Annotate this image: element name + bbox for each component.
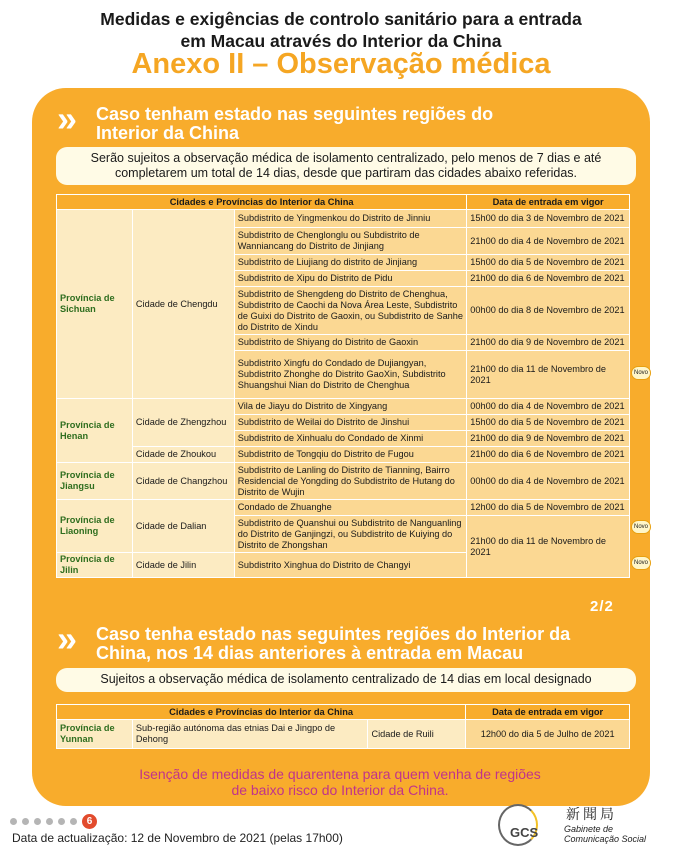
page-dot[interactable] <box>46 818 53 825</box>
date-cell: 21h00 do dia 11 de Novembro de 2021 Novo Novo <box>467 516 630 578</box>
section1-notice: Serão sujeitos a observação médica de isolamento centralizado, pelo menos de 7 dias e até completarem um total de 14 dias, desde que partiram das cidades abaixo referidas. <box>56 147 636 185</box>
district-cell: Vila de Jiayu do Distrito de Xingyang <box>234 399 467 415</box>
page-dot[interactable] <box>70 818 77 825</box>
page-title: Medidas e exigências de controlo sanitário para a entrada em Macau através do Interior da China <box>100 9 582 51</box>
page-dot-active[interactable]: 6 <box>82 814 97 829</box>
annex-title: Anexo II – Observação médica <box>131 48 551 80</box>
section1-table <box>56 194 648 578</box>
section2-notice: Sujeitos a observação médica de isolamento centralizado de 14 dias em local designado <box>56 668 636 692</box>
date-cell: 15h00 do dia 3 de Novembro de 2021 <box>467 210 630 228</box>
province-cell: Província de Jiangsu <box>57 463 133 500</box>
city-cell: Cidade de Jilin <box>132 553 234 578</box>
logo-abbr: GCS <box>510 825 539 840</box>
date-cell: 21h00 do dia 11 de Novembro de 2021 Novo <box>467 351 630 399</box>
date-cell: 15h00 do dia 5 de Novembro de 2021 <box>467 255 630 271</box>
province-cell: Província de Jilin <box>57 553 133 578</box>
date-cell: 21h00 do dia 9 de Novembro de 2021 <box>467 431 630 447</box>
district-cell: Subdistrito Xingfu do Condado de Dujiangyan, Subdistrito Zhonghe do Distrito GaoXin, Subdistrito Shuangshui Nian do Distrito de Chenghua <box>234 351 467 399</box>
col-header-date: Data de entrada em vigor <box>466 705 630 720</box>
page-dot[interactable] <box>34 818 41 825</box>
district-cell: Subdistrito de Liujiang do distrito de Jinjiang <box>234 255 467 271</box>
date-cell: 21h00 do dia 4 de Novembro de 2021 <box>467 228 630 255</box>
district-cell: Subdistrito Xinghua do Distrito de Changyi <box>234 553 467 578</box>
district-cell: Subdistrito de Quanshui ou Subdistrito de Nanguanling do Distrito de Ganjingzi, ou Subdistrito de Kuiying do Distrito de Zhongshan <box>234 516 467 553</box>
col-header-date: Data de entrada em vigor <box>467 195 630 210</box>
date-cell: 15h00 do dia 5 de Novembro de 2021 <box>467 415 630 431</box>
district-cell: Condado de Zhuanghe <box>234 500 467 516</box>
city-cell: Cidade de Zhoukou <box>132 447 234 463</box>
date-cell: 12h00 do dia 5 de Julho de 2021 <box>466 720 630 749</box>
date-cell: 21h00 do dia 9 de Novembro de 2021 <box>467 335 630 351</box>
province-cell: Província de Henan <box>57 399 133 463</box>
date-cell: 00h00 do dia 8 de Novembro de 2021 <box>467 287 630 335</box>
district-cell: Subdistrito de Chenglonglu ou Subdistrito de Wanniancang do Distrito de Jinjiang <box>234 228 467 255</box>
district-cell: Subdistrito de Weilai do Distrito de Jinshui <box>234 415 467 431</box>
province-cell: Província de Liaoning <box>57 500 133 553</box>
section2-title: Caso tenha estado nas seguintes regiões do Interior da China, nos 14 dias anteriores à entrada em Macau <box>96 624 571 663</box>
date-cell: 21h00 do dia 6 de Novembro de 2021 <box>467 271 630 287</box>
quarantine-exemption-note: Isenção de medidas de quarentena para quem venha de regiões de baixo risco do Interior da China. <box>139 766 541 798</box>
date-cell: 00h00 do dia 4 de Novembro de 2021 <box>467 399 630 415</box>
city-cell: Cidade de Dalian <box>132 500 234 553</box>
district-cell: Subdistrito de Xipu do Distrito de Pidu <box>234 271 467 287</box>
date-cell: 12h00 do dia 5 de Novembro de 2021 <box>467 500 630 516</box>
date-cell: 21h00 do dia 6 de Novembro de 2021 <box>467 447 630 463</box>
district-cell: Subdistrito de Tongqiu do Distrito de Fugou <box>234 447 467 463</box>
novo-badge: Novo <box>631 366 651 380</box>
chevron-icon: » <box>57 98 66 139</box>
city-cell: Cidade de Chengdu <box>132 210 234 399</box>
page-dot[interactable] <box>10 818 17 825</box>
col-header-region: Cidades e Províncias do Interior da China <box>57 195 467 210</box>
city-cell: Cidade de Changzhou <box>132 463 234 500</box>
district-cell: Subdistrito de Shengdeng do Distrito de Chenghua, Subdistrito de Caochi da Nova Área Leste, Subdistrito de Guixi do Distrito de Gaoxin, ou Subdistrito de Sanhe do Distrito de Xindu <box>234 287 467 335</box>
section1-title: Caso tenham estado nas seguintes regiões do Interior da China <box>96 104 494 143</box>
page-dot[interactable] <box>58 818 65 825</box>
region-cell: Sub-região autónoma das etnias Dai e Jingpo de Dehong <box>132 720 368 749</box>
page-dot[interactable] <box>22 818 29 825</box>
district-cell: Subdistrito de Lanling do Distrito de Tianning, Bairro Residencial de Yongding do Subdistrito de Hutang do Distrito de Wujin <box>234 463 467 500</box>
district-cell: Subdistrito de Shiyang do Distrito de Gaoxin <box>234 335 467 351</box>
novo-badge: Novo <box>631 520 651 534</box>
logo-chinese-name: 新聞局 <box>566 807 617 823</box>
gcs-logo <box>498 804 678 850</box>
province-cell: Província de Sichuan <box>57 210 133 399</box>
section2-table <box>56 704 630 749</box>
logo-english-name: Gabinete de Comunicação Social <box>564 824 647 844</box>
city-cell: Cidade de Ruili <box>368 720 466 749</box>
city-cell: Cidade de Zhengzhou <box>132 399 234 447</box>
page-indicator: 2/2 <box>590 598 614 615</box>
province-cell: Província de Yunnan <box>57 720 133 749</box>
col-header-region: Cidades e Províncias do Interior da China <box>57 705 466 720</box>
date-cell: 00h00 do dia 4 de Novembro de 2021 <box>467 463 630 500</box>
district-cell: Subdistrito de Yingmenkou do Distrito de Jinniu <box>234 210 467 228</box>
novo-badge: Novo <box>631 556 651 570</box>
chevron-icon: » <box>57 618 66 659</box>
district-cell: Subdistrito de Xinhualu do Condado de Xinmi <box>234 431 467 447</box>
last-updated: Data de actualização: 12 de Novembro de 2021 (pelas 17h00) <box>12 831 343 845</box>
